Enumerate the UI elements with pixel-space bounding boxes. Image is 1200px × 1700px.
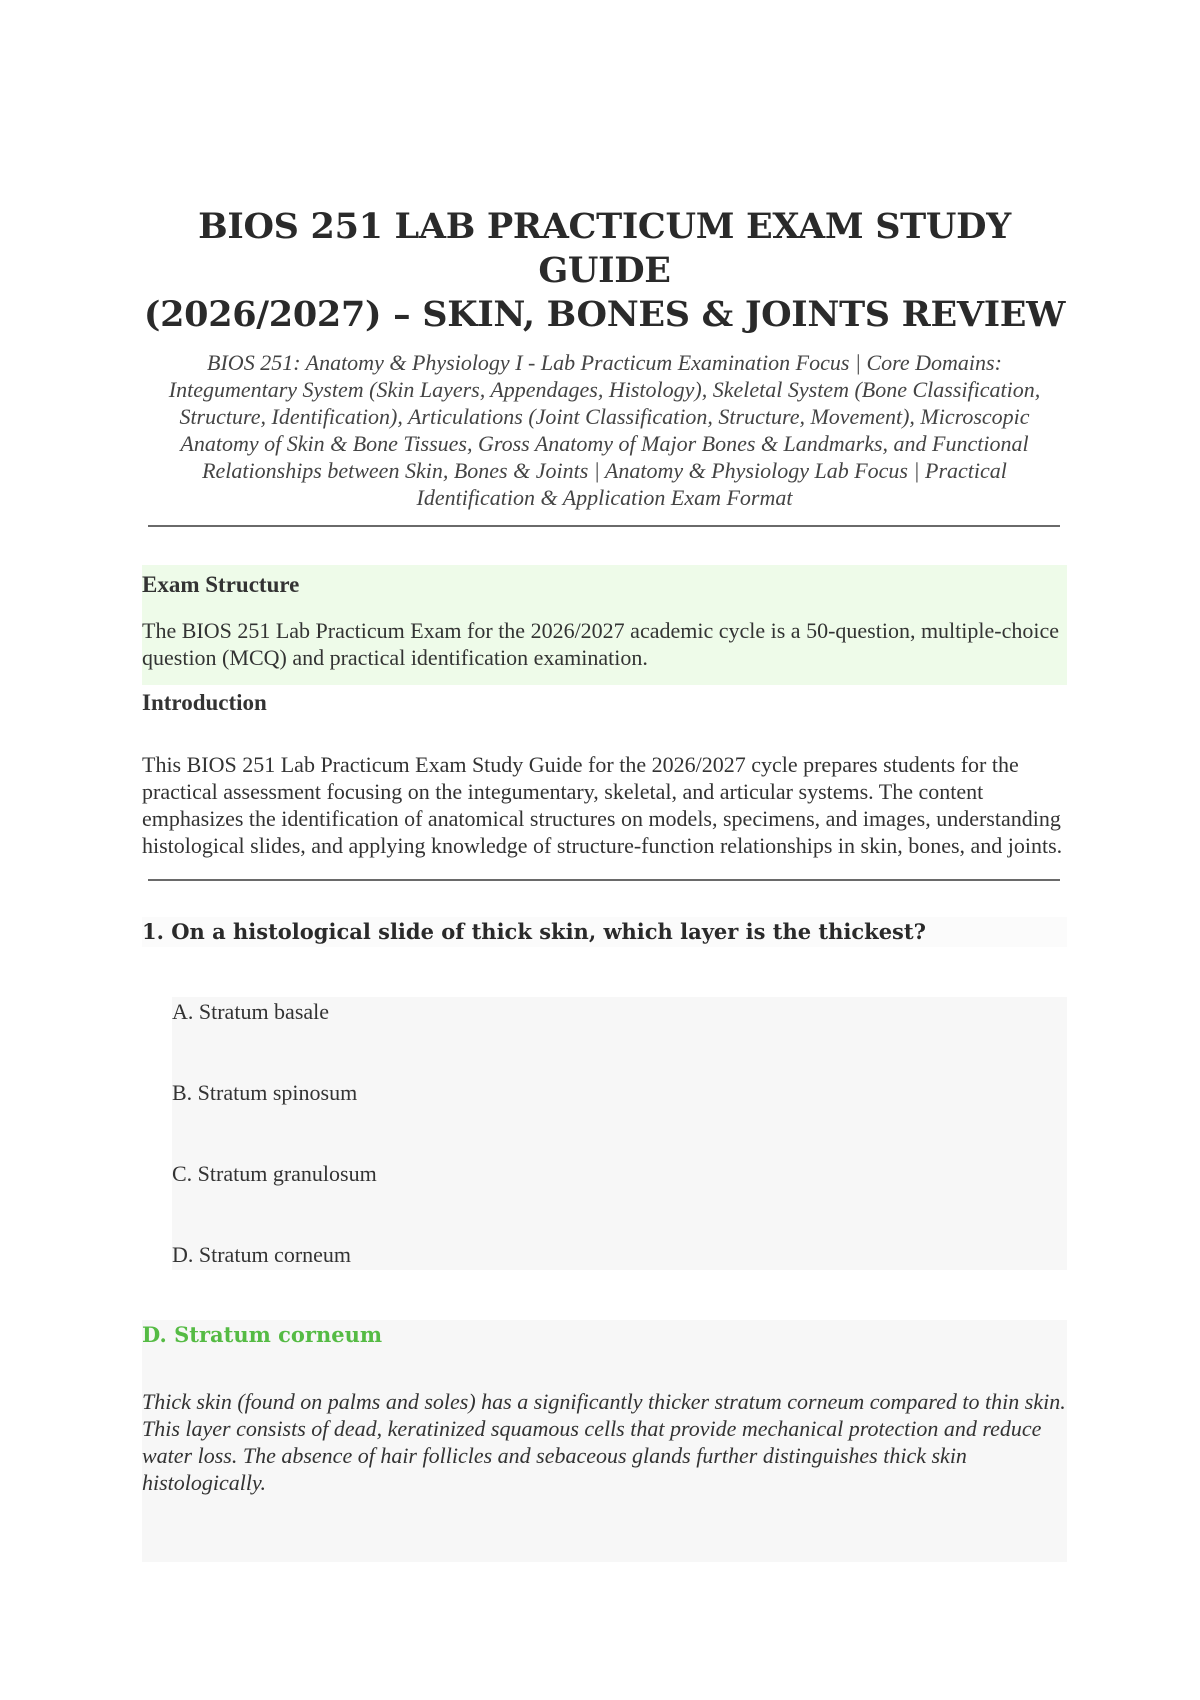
title-line-2: (2026/2027) – SKIN, BONES & JOINTS REVIEW (143, 294, 1066, 335)
exam-structure-heading: Exam Structure (142, 572, 300, 597)
introduction-heading: Introduction (142, 690, 267, 715)
title-line-1: BIOS 251 LAB PRACTICUM EXAM STUDY GUIDE (198, 206, 1011, 291)
document-page (142, 205, 1067, 1562)
option-b: B. Stratum spinosum (172, 1080, 358, 1105)
answer-explanation: Thick skin (found on palms and soles) has a significantly thicker stratum corneum compared to thin skin. This layer consists of dead, keratinized squamous cells that provide mechanical protection and reduce water loss. The absence of hair follicles and sebaceous glands further distinguishes thick skin histologically. (142, 1389, 1066, 1495)
exam-structure-section (142, 565, 1067, 685)
question-1-options (172, 997, 1067, 1270)
document-title (142, 205, 1067, 337)
introduction-text: This BIOS 251 Lab Practicum Exam Study Guide for the 2026/2027 cycle prepares students for the practical assessment focusing on the integumentary, skeletal, and articular systems. The content emphasizes the identification of anatomical structures on models, specimens, and images, understanding histological slides, and applying knowledge of structure-function relationships in skin, bones, and joints. (142, 752, 1063, 858)
exam-structure-text: The BIOS 251 Lab Practicum Exam for the 2026/2027 academic cycle is a 50-question, multiple-choice question (MCQ) and practical identification examination. (142, 618, 1060, 670)
option-a: A. Stratum basale (172, 999, 330, 1024)
divider (148, 879, 1060, 881)
answer-section (142, 1320, 1067, 1562)
correct-answer: D. Stratum corneum (142, 1322, 383, 1347)
option-c: C. Stratum granulosum (172, 1161, 377, 1186)
question-1-text: 1. On a histological slide of thick skin, which layer is the thickest? (142, 917, 1067, 947)
option-d: D. Stratum corneum (172, 1242, 352, 1267)
document-subtitle: BIOS 251: Anatomy & Physiology I - Lab Practicum Examination Focus | Core Domains: Integumentary System (Skin Layers, Appendages, Histology), Skeletal System (Bone Classification, Structure, Identification), Articulations (Joint Classification, Structure, Movement), Microscopic Anatomy of Skin & Bone Tissues, Gross Anatomy of Major Bones & Landmarks, and Functional Relationships between Skin, Bones & Joints | Anatomy & Physiology Lab Focus | Practical Identification & Application Exam Format (168, 350, 1041, 510)
divider (148, 525, 1060, 527)
